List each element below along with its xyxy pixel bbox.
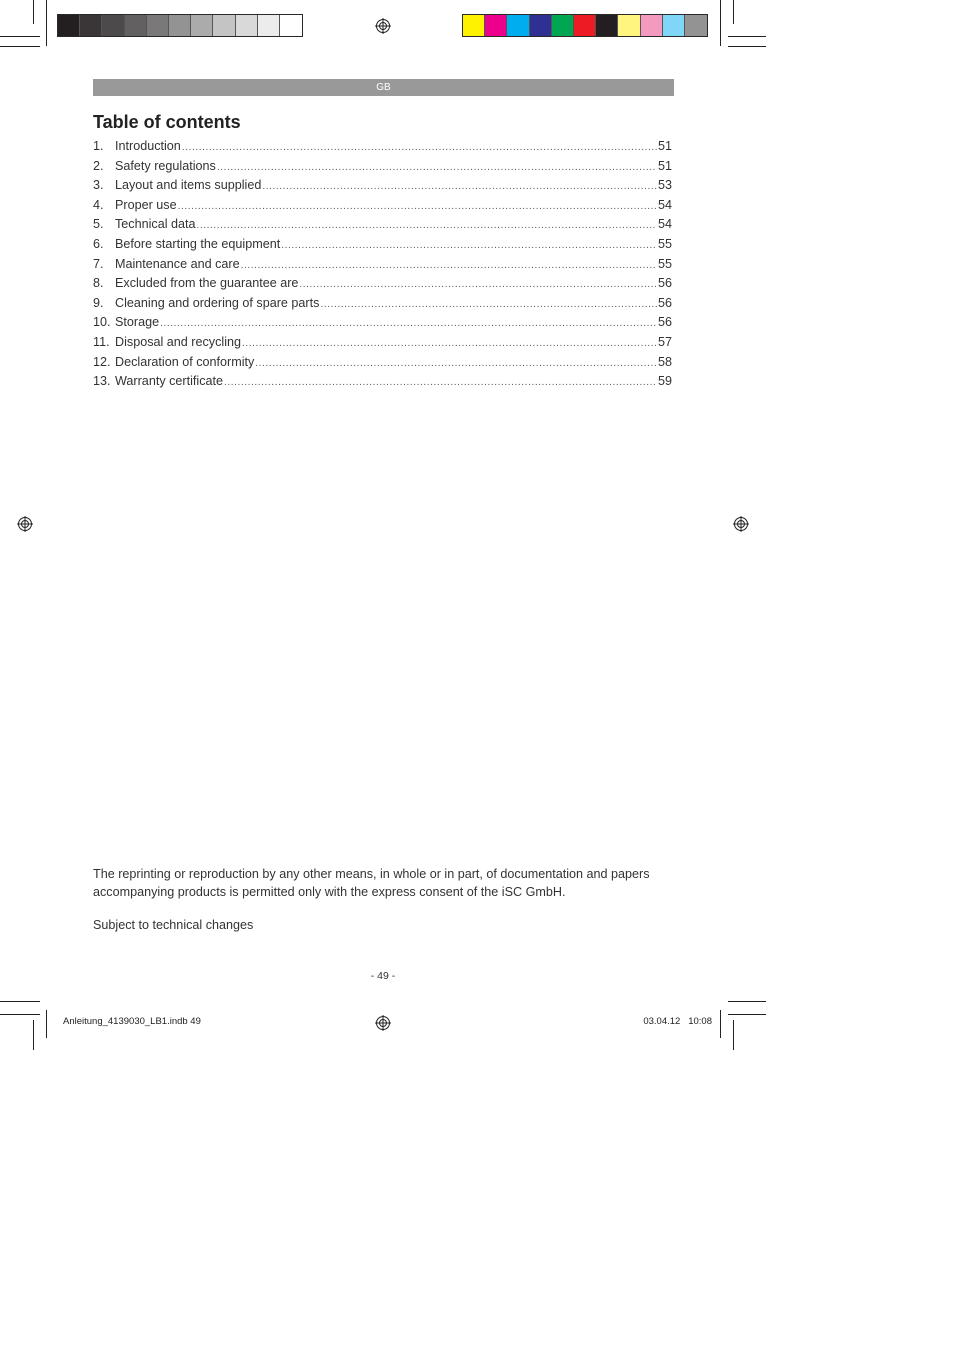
crop-mark: [728, 1014, 766, 1015]
toc-entry: [93, 159, 672, 179]
toc-entry: [93, 276, 672, 296]
crop-mark: [728, 1001, 766, 1002]
crop-mark: [33, 1020, 34, 1050]
toc-entry-label: Proper use: [115, 197, 177, 212]
crop-mark: [728, 46, 766, 47]
crop-mark: [46, 0, 47, 46]
toc-entry-label: Maintenance and care: [115, 256, 240, 271]
toc-entry-page: 51: [657, 139, 672, 153]
gray-swatch: [80, 15, 102, 36]
registration-mark-icon: [375, 18, 391, 34]
color-swatch: [663, 15, 685, 36]
crop-mark: [733, 0, 734, 24]
copyright-notice: The reprinting or reproduction by any other means, in whole or in part, of documentation and papers accompanying products is permitted only with the express consent of the iSC GmbH.: [93, 867, 650, 899]
toc-entry-label: Technical data: [115, 217, 196, 232]
toc-list: [93, 139, 672, 394]
crop-mark: [733, 1020, 734, 1050]
toc-dot-leader: [281, 240, 657, 251]
toc-entry-number: 12.: [93, 354, 111, 369]
toc-entry: [93, 217, 672, 237]
crop-mark: [0, 1014, 40, 1015]
print-slug-file: Anleitung_4139030_LB1.indb 49: [63, 1016, 201, 1027]
gray-swatch: [191, 15, 213, 36]
color-swatch: [552, 15, 574, 36]
toc-entry: [93, 139, 672, 159]
crop-mark: [720, 0, 721, 46]
toc-entry: [93, 257, 672, 277]
crop-mark: [720, 1010, 721, 1038]
process-color-bar: [462, 14, 708, 37]
toc-dot-leader: [299, 279, 657, 290]
crop-mark: [728, 36, 766, 37]
toc-entry-page: 59: [657, 374, 672, 389]
subject-to-change-note: Subject to technical changes: [93, 918, 254, 932]
gray-swatch: [236, 15, 258, 36]
toc-entry-label: Disposal and recycling: [115, 334, 241, 349]
toc-entry-label: Storage: [115, 315, 160, 330]
toc-dot-leader: [178, 201, 657, 212]
toc-entry-label: Before starting the equipment: [115, 236, 281, 251]
toc-dot-leader: [241, 260, 657, 271]
crop-mark: [0, 36, 40, 37]
toc-entry-page: 51: [657, 158, 672, 173]
crop-mark: [0, 1001, 40, 1002]
toc-entry: [93, 335, 672, 355]
toc-entry-number: 11.: [93, 334, 110, 349]
gray-swatch: [125, 15, 147, 36]
toc-entry-page: 57: [657, 334, 672, 349]
toc-entry: [93, 178, 672, 198]
toc-entry: [93, 198, 672, 218]
toc-dot-leader: [160, 318, 657, 329]
gray-swatch: [213, 15, 235, 36]
toc-entry-number: 3.: [93, 178, 104, 193]
toc-entry-page: 56: [657, 276, 672, 291]
color-swatch: [618, 15, 640, 36]
registration-mark-icon: [733, 516, 749, 532]
toc-entry: [93, 374, 672, 394]
toc-entry-number: 1.: [93, 139, 104, 153]
toc-entry: [93, 355, 672, 375]
toc-entry-number: 2.: [93, 158, 104, 173]
gray-swatch: [280, 15, 302, 36]
toc-entry-number: 13.: [93, 374, 111, 389]
toc-dot-leader: [224, 377, 657, 388]
toc-entry: [93, 296, 672, 316]
toc-dot-leader: [197, 220, 657, 231]
grayscale-color-bar: [57, 14, 303, 37]
toc-entry: [93, 315, 672, 335]
toc-entry-label: Cleaning and ordering of spare parts: [115, 295, 320, 310]
registration-mark-icon: [17, 516, 33, 532]
print-slug-datetime: 03.04.12 10:08: [643, 1016, 712, 1027]
toc-entry-page: 56: [657, 315, 672, 330]
color-swatch: [507, 15, 529, 36]
gray-swatch: [58, 15, 80, 36]
toc-dot-leader: [217, 162, 657, 173]
toc-entry-page: 58: [657, 354, 672, 369]
toc-entry-label: Layout and items supplied: [115, 178, 262, 193]
toc-entry-label: Safety regulations: [115, 158, 216, 173]
toc-entry-page: 54: [657, 217, 672, 232]
color-swatch: [463, 15, 485, 36]
toc-entry-label: Warranty certificate: [115, 374, 224, 389]
gray-swatch: [169, 15, 191, 36]
color-swatch: [574, 15, 596, 36]
toc-entry-page: 56: [657, 295, 672, 310]
toc-entry-page: 55: [657, 236, 672, 251]
toc-entry-label: Introduction: [115, 139, 181, 153]
color-swatch: [485, 15, 507, 36]
crop-mark: [0, 46, 40, 47]
toc-dot-leader: [320, 299, 657, 310]
color-swatch: [530, 15, 552, 36]
toc-dot-leader: [262, 181, 657, 192]
toc-entry-label: Excluded from the guarantee are: [115, 276, 299, 291]
toc-entry-number: 5.: [93, 217, 104, 232]
toc-entry-page: 55: [657, 256, 672, 271]
gray-swatch: [258, 15, 280, 36]
color-swatch: [596, 15, 618, 36]
toc-dot-leader: [242, 338, 657, 349]
crop-mark: [33, 0, 34, 24]
toc-dot-leader: [182, 142, 657, 153]
toc-entry-page: 53: [657, 178, 672, 193]
crop-mark: [46, 1010, 47, 1038]
toc-title: Table of contents: [93, 112, 241, 132]
registration-mark-icon: [375, 1015, 391, 1031]
color-swatch: [685, 15, 707, 36]
toc-entry-number: 6.: [93, 236, 104, 251]
gray-swatch: [102, 15, 124, 36]
toc-entry: [93, 237, 672, 257]
toc-entry-number: 10.: [93, 315, 111, 330]
language-tab: GB: [93, 79, 674, 96]
toc-entry-label: Declaration of conformity: [115, 354, 255, 369]
toc-entry-number: 8.: [93, 276, 104, 291]
page-number: - 49 -: [370, 970, 396, 982]
toc-entry-number: 4.: [93, 197, 104, 212]
toc-dot-leader: [255, 358, 657, 369]
toc-entry-number: 7.: [93, 256, 104, 271]
toc-entry-number: 9.: [93, 295, 104, 310]
color-swatch: [641, 15, 663, 36]
gray-swatch: [147, 15, 169, 36]
toc-entry-page: 54: [657, 197, 672, 212]
